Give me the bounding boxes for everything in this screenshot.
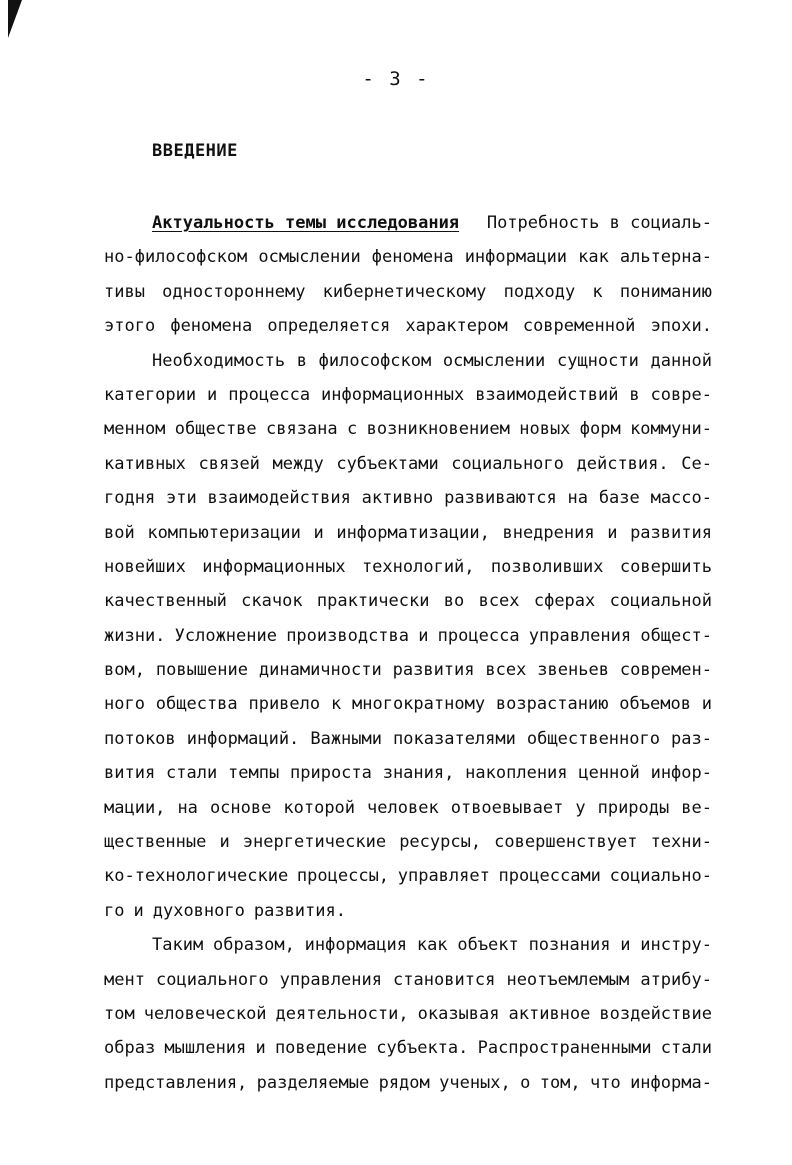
word: информационных: [202, 556, 346, 577]
word: совершить: [619, 556, 712, 577]
word: природы: [597, 797, 670, 818]
word: рядом: [378, 1072, 430, 1093]
word: осмыслении: [442, 350, 546, 371]
word: процессами: [498, 866, 601, 887]
word: у: [575, 797, 586, 818]
word: инстру-: [640, 935, 712, 956]
topic-tail: Потребность в социаль-: [486, 213, 712, 233]
word: общественного: [526, 728, 660, 749]
word: становится: [393, 969, 496, 990]
word: динамичности: [258, 660, 382, 681]
word: образ: [104, 1038, 156, 1059]
word: связей: [198, 453, 260, 474]
word: Таким: [152, 935, 204, 956]
word: менном: [104, 419, 166, 440]
word: как: [578, 247, 609, 268]
word: компьютеризации: [147, 522, 301, 543]
word: Се-: [681, 453, 712, 474]
word: осмыслении: [258, 247, 361, 268]
word: возрастанию: [495, 694, 609, 715]
word: современной: [522, 316, 636, 337]
word: общест-: [640, 625, 712, 646]
word: познания: [528, 935, 611, 956]
word: процесса: [437, 625, 520, 646]
word: мент: [104, 969, 145, 990]
word: форм: [579, 419, 621, 440]
word: звеньев: [537, 660, 609, 681]
word: стали: [166, 763, 218, 784]
word: практически: [316, 591, 430, 612]
word: том: [104, 1003, 135, 1024]
word: подходу: [503, 281, 576, 302]
word: социального: [156, 969, 269, 990]
text-line: [104, 791, 712, 825]
word: оказывая: [417, 1003, 500, 1024]
word: ценной: [578, 763, 640, 784]
word: к: [592, 281, 603, 302]
text-line: [104, 240, 712, 274]
word: феномена: [371, 247, 454, 268]
word: категории: [104, 384, 197, 405]
text-line: [104, 722, 712, 756]
text-line: [104, 550, 712, 584]
text-line: [104, 378, 712, 412]
word: жизни.: [104, 625, 166, 646]
text-line: [104, 997, 712, 1031]
word: базе: [598, 488, 640, 509]
word: в: [629, 384, 640, 405]
word: мации,: [104, 797, 166, 818]
word: возникновением: [366, 419, 510, 440]
text-line: [104, 1066, 712, 1100]
word: определяется: [267, 316, 391, 337]
topic-label: Актуальность темы исследования: [152, 213, 460, 233]
word: Важными: [310, 728, 382, 749]
word: обществе: [174, 419, 257, 440]
word: накопления: [465, 763, 568, 784]
word: внедрения: [502, 522, 595, 543]
word: коммуни-: [630, 419, 712, 440]
word: многократному: [352, 694, 486, 715]
word: информаций.: [186, 728, 300, 749]
word: объемов: [619, 694, 691, 715]
word: и: [207, 384, 218, 405]
word: управления: [528, 625, 632, 646]
word: повышение: [155, 660, 248, 681]
word: вом,: [104, 660, 145, 681]
word: характером: [405, 316, 508, 337]
text-line: [104, 447, 712, 481]
word: и: [255, 1038, 266, 1059]
word: процессы,: [296, 866, 390, 887]
word: сущности: [556, 350, 639, 371]
scan-corner-mark: [8, 0, 22, 38]
word: активно: [361, 488, 434, 509]
word: между: [272, 453, 324, 474]
text-line: [104, 756, 712, 790]
word: человеческой: [143, 1003, 267, 1024]
word: ного: [104, 694, 145, 715]
word: и: [607, 522, 618, 543]
word: атрибу-: [640, 969, 712, 990]
word: на: [177, 797, 198, 818]
page-number: - 3 -: [362, 68, 430, 90]
word: информация: [304, 935, 408, 956]
word: образом,: [212, 935, 295, 956]
word: годня: [104, 488, 156, 509]
word: прироста: [290, 763, 372, 784]
word: современ-: [619, 660, 712, 681]
word: философском: [318, 350, 432, 371]
word: развития: [630, 522, 712, 543]
word: вития: [104, 763, 156, 784]
word: управления: [279, 969, 382, 990]
text-line: [104, 825, 712, 859]
word: развития.: [253, 900, 346, 921]
word: сферах: [533, 591, 596, 612]
word: разделяемые: [256, 1072, 370, 1093]
word: ко-технологические: [104, 866, 289, 887]
word: и: [418, 625, 429, 646]
word: феномена: [170, 316, 253, 337]
text-line: [104, 894, 712, 928]
word: потоков: [104, 728, 176, 749]
word: но-философском: [104, 247, 248, 268]
word: позволивших: [490, 556, 604, 577]
word: как: [416, 935, 448, 956]
word: новых: [519, 419, 571, 440]
word: информационных: [320, 384, 465, 405]
word: информа-: [630, 1072, 712, 1093]
word: поведение: [274, 1038, 368, 1059]
word: данной: [650, 350, 712, 371]
word: процесса: [228, 384, 311, 405]
word: связана: [266, 419, 338, 440]
word: взаимодействия: [207, 488, 351, 509]
word: качественный: [104, 591, 227, 612]
text-line: [104, 344, 712, 378]
word: воздействие: [599, 1003, 712, 1024]
word: техни-: [650, 832, 712, 853]
word: духовного: [152, 900, 245, 921]
word: раз-: [671, 728, 712, 749]
word: тивы: [104, 281, 145, 302]
word: основе: [209, 797, 272, 818]
word: этого: [104, 316, 156, 337]
word: Распространенными: [477, 1038, 652, 1059]
text-lines: [104, 240, 712, 1100]
body-text: [104, 206, 712, 1100]
word: социальной: [609, 591, 712, 612]
word: новейших: [104, 556, 186, 577]
word: развиваются: [444, 488, 557, 509]
text-line: [104, 859, 712, 893]
word: и: [219, 832, 230, 853]
word: массо-: [650, 488, 712, 509]
word: информации: [464, 247, 568, 268]
text-line: [104, 653, 712, 687]
text-line: [104, 619, 712, 653]
word: и: [133, 900, 144, 921]
text-line: [104, 687, 712, 721]
word: социально-: [609, 866, 712, 887]
word: во: [443, 591, 465, 612]
word: неотъемлемым: [506, 969, 630, 990]
word: пониманию: [619, 281, 712, 302]
word: в: [296, 350, 307, 371]
word: всех: [478, 591, 520, 612]
word: совре-: [650, 384, 712, 405]
word: темпы: [228, 763, 280, 784]
word: общества: [155, 694, 238, 715]
word: взаимодействий: [475, 384, 619, 405]
word: представления,: [104, 1072, 248, 1093]
word: совершенствует: [494, 832, 638, 853]
word: Усложнение: [174, 625, 277, 646]
word: го: [104, 900, 125, 921]
word: которой: [283, 797, 356, 818]
section-heading: ВВЕДЕНИЕ: [152, 141, 238, 161]
text-line: [104, 309, 712, 343]
text-line: [104, 928, 712, 962]
word: одностороннему: [162, 281, 306, 302]
word: технологий,: [361, 556, 475, 577]
word: ресурсы,: [399, 832, 482, 853]
word: отвоевывает: [450, 797, 564, 818]
word: развития: [392, 660, 475, 681]
text-line: [104, 275, 712, 309]
word: Необходимость: [152, 350, 286, 371]
word: привело: [248, 694, 321, 715]
word: к: [330, 694, 342, 715]
word: стали: [660, 1038, 712, 1059]
word: и: [701, 694, 712, 715]
word: действия.: [576, 453, 669, 474]
word: социального: [451, 453, 564, 474]
word: скачок: [241, 591, 303, 612]
word: субъектами: [336, 453, 439, 474]
word: кибернетическому: [322, 281, 487, 302]
word: кативных: [104, 453, 186, 474]
word: эпохи.: [650, 316, 712, 337]
word: и: [313, 522, 324, 543]
word: эти: [166, 488, 197, 509]
word: показателями: [393, 728, 516, 749]
word: производства: [286, 625, 410, 646]
word: щественные: [104, 832, 207, 853]
word: субъекта.: [376, 1038, 469, 1059]
word: о: [520, 1072, 531, 1093]
word: мышления: [164, 1038, 247, 1059]
word: на: [567, 488, 588, 509]
text-line: [104, 963, 712, 997]
word: управляет: [397, 866, 490, 887]
word: объект: [457, 935, 519, 956]
text-line: [104, 584, 712, 618]
text-line: [104, 412, 712, 446]
word: вой: [104, 522, 135, 543]
text-line: [104, 516, 712, 550]
paragraph-first-line: [104, 206, 712, 240]
word: альтерна-: [619, 247, 712, 268]
word: ученых,: [439, 1072, 511, 1093]
word: знания,: [382, 763, 455, 784]
text-line: [104, 1031, 712, 1065]
word: что: [590, 1072, 621, 1093]
word: с: [347, 419, 358, 440]
word: инфор-: [650, 763, 712, 784]
word: ве-: [681, 797, 712, 818]
word: деятельности,: [275, 1003, 409, 1024]
word: энергетические: [242, 832, 387, 853]
word: человек: [367, 797, 439, 818]
word: и: [620, 935, 631, 956]
word: том,: [539, 1072, 581, 1093]
word: активное: [508, 1003, 591, 1024]
word: информатизации,: [336, 522, 490, 543]
text-line: [104, 481, 712, 515]
word: всех: [485, 660, 527, 681]
